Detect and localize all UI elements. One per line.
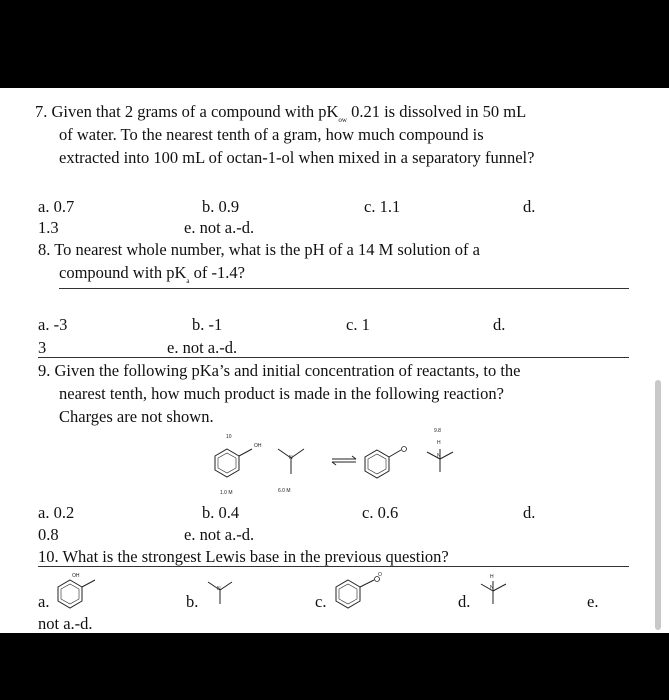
q10-option-e: e.: [587, 592, 599, 611]
q10-phenol-oh-label: OH: [72, 573, 80, 579]
q9-line3: Charges are not shown.: [59, 407, 214, 426]
phenol-oh-label: OH: [254, 443, 262, 449]
q9-option-d-value: 0.8: [38, 525, 59, 544]
q7-line1: 7. Given that 2 grams of a compound with $pK_{ow}$ 0.21 is dissolved in 50 mL: [35, 102, 527, 124]
q9-line2: nearest tenth, how much product is made in the following reaction?: [59, 384, 504, 403]
q10-trimethylammonium-structure: [481, 581, 506, 604]
q10-option-a: a.: [38, 592, 50, 611]
q9-option-c: c. 0.6: [362, 503, 399, 522]
q7-line2: of water. To the nearest tenth of a gram, how much compound is: [59, 125, 484, 144]
q10-amine-n-label: N: [217, 586, 221, 592]
q10-phenol-structure: [58, 580, 95, 608]
q7-option-c: c. 1.1: [364, 197, 401, 216]
pka-ammonium-label: 9.8: [434, 428, 441, 434]
q10-option-d: d.: [458, 592, 471, 611]
q7-option-d-value: 1.3: [38, 218, 59, 237]
q9-line1: 9. Given the following pKa’s and initial concentration of reactants, to the: [38, 361, 521, 380]
q9-option-e: e. not a.-d.: [184, 525, 255, 544]
q8-option-b: b. -1: [192, 315, 223, 334]
q10-trimethylamine-structure: [208, 582, 232, 604]
q10-phenoxide-o-label: O: [378, 572, 382, 578]
q8-option-d-value: 3: [38, 338, 47, 357]
q10-option-e-value: not a.-d.: [38, 614, 93, 633]
q7-option-d: d.: [523, 197, 536, 216]
q7-option-a: a. 0.7: [38, 197, 75, 216]
q8-option-e: e. not a.-d.: [167, 338, 238, 357]
q10-line1: 10. What is the strongest Lewis base in the previous question?: [38, 547, 449, 566]
conc-amine-label: 6.0 M: [278, 488, 291, 494]
q7-option-b: b. 0.9: [202, 197, 240, 216]
q9-option-a: a. 0.2: [38, 503, 75, 522]
q10-phenoxide-structure: [336, 577, 380, 609]
q7-line3: extracted into 100 mL of octan-1-ol when mixed in a separatory funnel?: [59, 148, 535, 167]
q10-ammonium-h-label: H: [490, 574, 494, 580]
q8-line1: 8. To nearest whole number, what is the pH of a 14 M solution of a: [38, 240, 480, 259]
q9-option-d: d.: [523, 503, 536, 522]
conc-phenol-label: 1.0 M: [220, 490, 233, 496]
q9-option-b: b. 0.4: [202, 503, 240, 522]
q10-option-c: c.: [315, 592, 327, 611]
pka-phenol-label: 10: [226, 434, 232, 440]
ammonium-n-label: N: [437, 453, 441, 459]
q8-option-a: a. -3: [38, 315, 68, 334]
q8-line2: compound with $pK_a$ of -1.4?: [59, 263, 245, 285]
q7-option-e: e. not a.-d.: [184, 218, 255, 237]
ammonium-h-label: H: [437, 440, 441, 446]
amine-n-label: N: [289, 455, 293, 461]
q10-option-b: b.: [186, 592, 199, 611]
q8-option-d: d.: [493, 315, 506, 334]
q8-option-c: c. 1: [346, 315, 370, 334]
q10-ammonium-n-label: N: [490, 585, 494, 591]
